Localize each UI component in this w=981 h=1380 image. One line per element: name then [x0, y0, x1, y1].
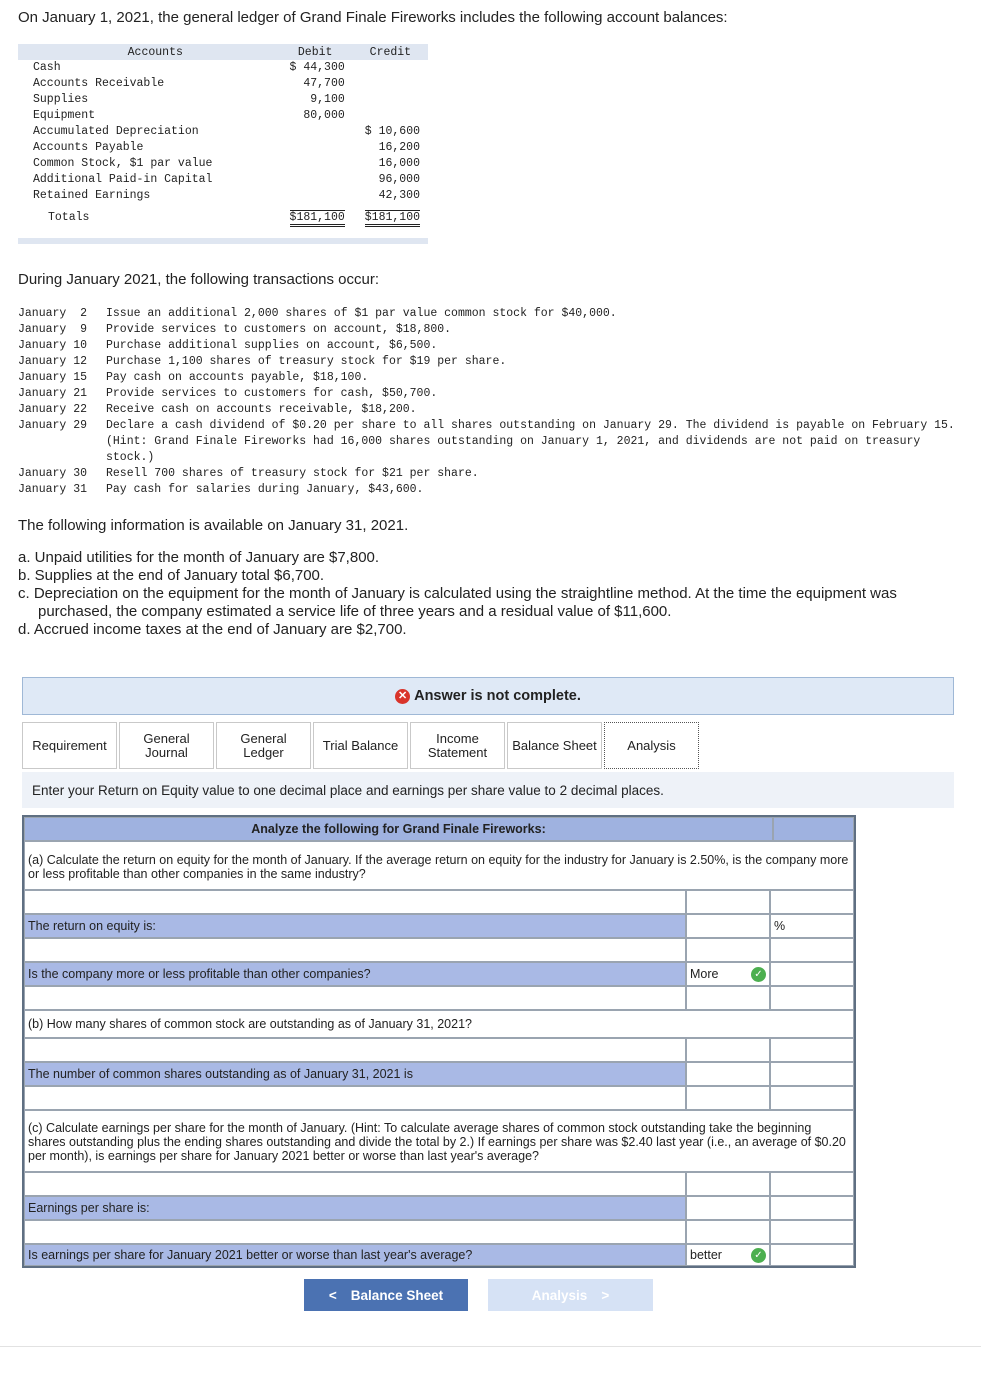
transaction-description: Receive cash on accounts receivable, $18,200.	[106, 403, 417, 416]
blank-row	[24, 890, 686, 914]
transaction-item	[18, 354, 966, 370]
ledger-row	[18, 60, 428, 76]
blank-row	[24, 986, 686, 1010]
blank-row-cell	[770, 1244, 854, 1266]
analysis-worksheet	[22, 815, 856, 1268]
tab-balance-sheet[interactable]: Balance Sheet	[507, 722, 602, 769]
blank-row-cell	[686, 986, 770, 1010]
blank-row	[24, 1172, 686, 1196]
blank-row-cell	[770, 1172, 854, 1196]
transaction-date: January 10	[18, 339, 88, 352]
question-b: (b) How many shares of common stock are outstanding as of January 31, 2021?	[24, 1010, 854, 1038]
blank-row-cell	[770, 1062, 854, 1086]
blank-row-cell	[686, 1038, 770, 1062]
blank-row-cell	[770, 1038, 854, 1062]
requirement-tabs	[22, 722, 699, 769]
prev-balance-sheet-button[interactable]	[304, 1279, 468, 1311]
transactions-heading: During January 2021, the following transactions occur:	[18, 271, 380, 288]
credit-amount: $ 10,600	[364, 125, 420, 138]
bottom-divider	[0, 1346, 981, 1347]
question-c: (c) Calculate earnings per share for the month of January. (Hint: To calculate average shares of common stock outstanding take the beginning shares outstanding plus the ending shares outstanding and divide the total by 2.) If earnings per share was $2.40 last year (i.e., an average of $0.20 per month), is earnings per share for January 2021 better or worse than last year's average?	[24, 1110, 854, 1172]
shares-outstanding-label: The number of common shares outstanding as of January 31, 2021 is	[24, 1062, 686, 1086]
blank-row-cell	[770, 962, 854, 986]
following-heading: The following information is available on January 31, 2021.	[18, 517, 409, 534]
tab-requirement[interactable]: Requirement	[22, 722, 117, 769]
ledger-row	[18, 124, 428, 140]
eps-compare-answer: better	[690, 1248, 722, 1262]
adjustment-info-item: b. Supplies at the end of January total $6,700.	[18, 567, 325, 584]
transaction-description: Resell 700 shares of treasury stock for $21 per share.	[106, 467, 479, 480]
eps-input[interactable]	[686, 1196, 770, 1220]
transaction-item	[18, 370, 966, 386]
transaction-date: January 30	[18, 467, 88, 480]
check-icon: ✓	[751, 1248, 766, 1263]
debit-amount: 9,100	[310, 93, 345, 106]
transaction-description: Issue an additional 2,000 shares of $1 par value common stock for $40,000.	[106, 307, 617, 320]
transaction-item	[18, 418, 966, 466]
problem-intro: On January 1, 2021, the general ledger of Grand Finale Fireworks includes the following account balances:	[18, 9, 728, 26]
profitability-answer: More	[690, 967, 719, 981]
account-name: Common Stock, $1 par value	[33, 157, 213, 170]
prev-button-label: Balance Sheet	[350, 1287, 444, 1303]
accounts-header: Accounts	[18, 44, 278, 60]
credit-amount: 42,300	[378, 189, 420, 202]
blank-row	[24, 1220, 686, 1244]
ledger-row	[18, 188, 428, 204]
blank-row	[24, 1086, 686, 1110]
next-analysis-button[interactable]	[488, 1279, 653, 1311]
analysis-header: Analyze the following for Grand Finale Fireworks:	[24, 817, 773, 841]
roe-unit: %	[770, 914, 854, 938]
transaction-date: January 22	[18, 403, 88, 416]
ledger-row	[18, 172, 428, 188]
transaction-date: January 21	[18, 387, 88, 400]
transaction-item	[18, 482, 966, 498]
blank-row-cell	[770, 1220, 854, 1244]
blank-row-cell	[686, 1172, 770, 1196]
credit-amount	[353, 76, 428, 92]
instruction-text: Enter your Return on Equity value to one decimal place and earnings per share value to 2 decimal places.	[22, 772, 954, 808]
transaction-date: January 15	[18, 371, 88, 384]
transaction-item	[18, 466, 966, 482]
blank-row-cell	[770, 1086, 854, 1110]
transaction-date: January 31	[18, 483, 88, 496]
debit-amount	[278, 124, 353, 140]
tab-general-journal[interactable]: General Journal	[119, 722, 214, 769]
credit-amount	[353, 108, 428, 124]
ledger-row	[18, 140, 428, 156]
account-name: Supplies	[33, 93, 89, 106]
transaction-description: Pay cash for salaries during January, $43,600.	[106, 483, 424, 496]
transactions-list	[18, 306, 966, 498]
blank-row-cell	[770, 938, 854, 962]
debit-amount	[278, 156, 353, 172]
credit-amount	[353, 92, 428, 108]
roe-label: The return on equity is:	[24, 914, 686, 938]
question-a: (a) Calculate the return on equity for the month of January. If the average return on equity for the industry for January is 2.50%, is the company more or less profitable than other companies in the same industry?	[24, 841, 854, 890]
transaction-description: Provide services to customers for cash, $50,700.	[106, 387, 438, 400]
credit-amount: 16,000	[378, 157, 420, 170]
blank-row-cell	[686, 890, 770, 914]
shares-outstanding-input[interactable]	[686, 1062, 770, 1086]
total-debit: $181,100	[290, 210, 345, 227]
adjustment-info-item: d. Accrued income taxes at the end of January are $2,700.	[18, 621, 407, 638]
blank-row	[24, 1038, 686, 1062]
credit-amount: 16,200	[378, 141, 420, 154]
account-name: Retained Earnings	[33, 189, 151, 202]
header-blank-cell	[773, 817, 854, 841]
debit-amount: 47,700	[303, 77, 345, 90]
answer-status-banner	[22, 677, 954, 715]
banner-text: Answer is not complete.	[414, 688, 581, 704]
tab-trial-balance[interactable]: Trial Balance	[313, 722, 408, 769]
transaction-item	[18, 386, 966, 402]
debit-amount: 80,000	[303, 109, 345, 122]
tab-income-statement[interactable]: Income Statement	[410, 722, 505, 769]
blank-row-cell	[770, 890, 854, 914]
blank-row-cell	[686, 1086, 770, 1110]
account-name: Accounts Payable	[33, 141, 144, 154]
next-button-label: Analysis	[531, 1287, 588, 1303]
transaction-description: Purchase 1,100 shares of treasury stock for $19 per share.	[106, 355, 507, 368]
account-balances-table	[18, 44, 428, 244]
adjustment-info-list	[18, 549, 968, 639]
chevron-right-icon: >	[601, 1287, 610, 1303]
eps-compare-label: Is earnings per share for January 2021 better or worse than last year's average?	[24, 1244, 686, 1266]
transaction-date: January 12	[18, 355, 88, 368]
transaction-date: January 2	[18, 307, 88, 320]
account-name: Equipment	[33, 109, 96, 122]
transaction-date: January 9	[18, 323, 88, 336]
account-name: Accounts Receivable	[33, 77, 165, 90]
transaction-description: Pay cash on accounts payable, $18,100.	[106, 371, 369, 384]
tab-analysis[interactable]: Analysis	[604, 722, 699, 769]
credit-header: Credit	[353, 44, 428, 60]
account-name: Cash	[33, 61, 61, 74]
ledger-row	[18, 76, 428, 92]
debit-header: Debit	[278, 44, 353, 60]
debit-amount: $ 44,300	[289, 61, 345, 74]
ledger-row	[18, 156, 428, 172]
debit-amount	[278, 172, 353, 188]
blank-row	[24, 938, 686, 962]
account-name: Accumulated Depreciation	[33, 125, 199, 138]
chevron-left-icon: <	[328, 1287, 337, 1303]
x-circle-icon: ✕	[395, 689, 410, 704]
debit-amount	[278, 140, 353, 156]
adjustment-info-item: c. Depreciation on the equipment for the month of January is calculated using the straightline method. At the time the equipment was purchased, the company estimated a service life of three years and a residual value of $11,600.	[18, 585, 897, 620]
total-credit: $181,100	[365, 210, 420, 227]
profitability-label: Is the company more or less profitable than other companies?	[24, 962, 686, 986]
credit-amount	[353, 60, 428, 76]
check-icon: ✓	[751, 967, 766, 982]
totals-label: Totals	[48, 211, 90, 224]
debit-amount	[278, 188, 353, 204]
adjustment-info-item: a. Unpaid utilities for the month of January are $7,800.	[18, 549, 380, 566]
blank-row-cell	[686, 938, 770, 962]
roe-input[interactable]	[686, 914, 770, 938]
transaction-date: January 29	[18, 419, 88, 432]
account-name: Additional Paid-in Capital	[33, 173, 213, 186]
transaction-description: Purchase additional supplies on account, $6,500.	[106, 339, 438, 352]
eps-compare-select[interactable]	[686, 1244, 770, 1266]
blank-row-cell	[686, 1220, 770, 1244]
blank-row-cell	[770, 986, 854, 1010]
ledger-row	[18, 92, 428, 108]
tab-general-ledger[interactable]: General Ledger	[216, 722, 311, 769]
credit-amount: 96,000	[378, 173, 420, 186]
transaction-item	[18, 322, 966, 338]
blank-row-cell	[770, 1196, 854, 1220]
transaction-description: Declare a cash dividend of $0.20 per share to all shares outstanding on January 29. The dividend is payable on February 15. (Hint: Grand Finale Fireworks had 16,000 shares outstanding on January 1, 2021, and dividends are not paid on treasury stock.)	[106, 419, 962, 464]
transaction-description: Provide services to customers on account, $18,800.	[106, 323, 452, 336]
eps-label: Earnings per share is:	[24, 1196, 686, 1220]
transaction-item	[18, 338, 966, 354]
ledger-row	[18, 108, 428, 124]
transaction-item	[18, 306, 966, 322]
profitability-select[interactable]	[686, 962, 770, 986]
transaction-item	[18, 402, 966, 418]
